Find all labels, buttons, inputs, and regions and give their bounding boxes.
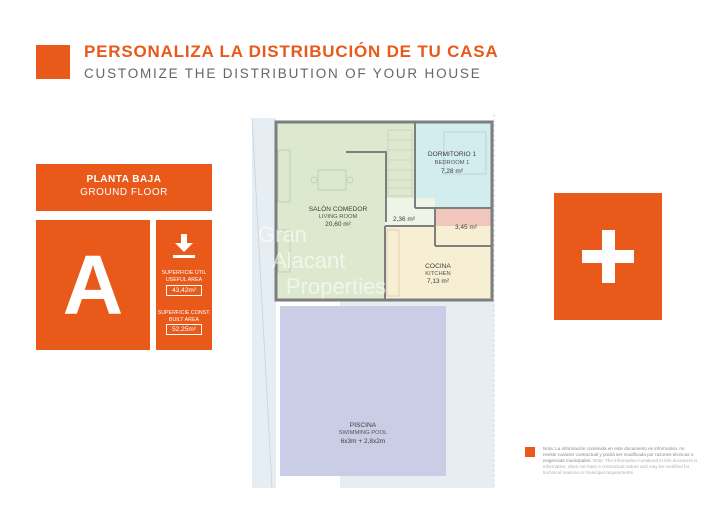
floor-plan xyxy=(248,110,508,490)
kitchen-label-en: KITCHEN xyxy=(425,271,451,277)
watermark-line-1: Gran xyxy=(258,222,307,247)
living-room-area: 20,60 m² xyxy=(325,221,351,228)
expand-button[interactable] xyxy=(554,193,662,320)
page-subtitle: CUSTOMIZE THE DISTRIBUTION OF YOUR HOUSE xyxy=(84,66,482,81)
disclaimer-note xyxy=(543,446,698,476)
rear-terrace xyxy=(252,118,276,488)
useful-area-label: SUPERFICIE ÚTIL USEFUL AREA xyxy=(161,270,207,283)
bedroom-label: DORMITORIO 1 xyxy=(427,151,477,158)
header-accent-square xyxy=(36,45,70,79)
useful-area-value: 43,42m² xyxy=(166,285,202,296)
download-icon[interactable] xyxy=(170,232,198,260)
disclaimer-es: Nota: La información contenida en este documento es informativa, no reviste carácter contractual y podrá ser modificada por razones técnicas o exigencias municipales. xyxy=(543,446,694,463)
bedroom-label-en: BEDROOM 1 xyxy=(434,160,470,166)
built-area-label: SUPERFICIE CONST. BUILT AREA xyxy=(157,310,211,323)
page-title: PERSONALIZA LA DISTRIBUCIÓN DE TU CASA xyxy=(84,42,499,61)
pool-area xyxy=(280,306,446,476)
kitchen-area: 7,13 m² xyxy=(426,278,450,285)
house-type-letter: A xyxy=(36,220,150,350)
pool-dimensions: 6x3m + 2,8x2m xyxy=(340,438,386,445)
floor-label-en: GROUND FLOOR xyxy=(80,187,168,198)
disclaimer-en: Note: The information contained in this document is informative, does not have a contractual nature and may be modified for technical reasons or municipal requirements. xyxy=(543,458,698,475)
pool-label: PISCINA xyxy=(349,422,377,429)
kitchen-label: COCINA xyxy=(425,263,451,270)
note-accent-square xyxy=(525,447,535,457)
floor-label xyxy=(36,164,212,211)
bedroom-area: 7,28 m² xyxy=(440,168,464,175)
area-info-panel xyxy=(156,220,212,350)
floor-label-es: PLANTA BAJA xyxy=(86,174,162,185)
pool-label-en: SWIMMING POOL xyxy=(338,430,388,436)
living-room-label: SALÓN COMEDOR xyxy=(308,206,368,213)
hall-area: 2,36 m² xyxy=(392,216,416,223)
living-room-label-en: LIVING ROOM xyxy=(318,214,358,220)
watermark-line-3: Properties xyxy=(286,274,387,299)
bathroom-area: 3,45 m² xyxy=(454,224,478,231)
watermark-line-2: Alacant xyxy=(272,248,346,273)
built-area-value: 52,25m² xyxy=(166,324,202,335)
